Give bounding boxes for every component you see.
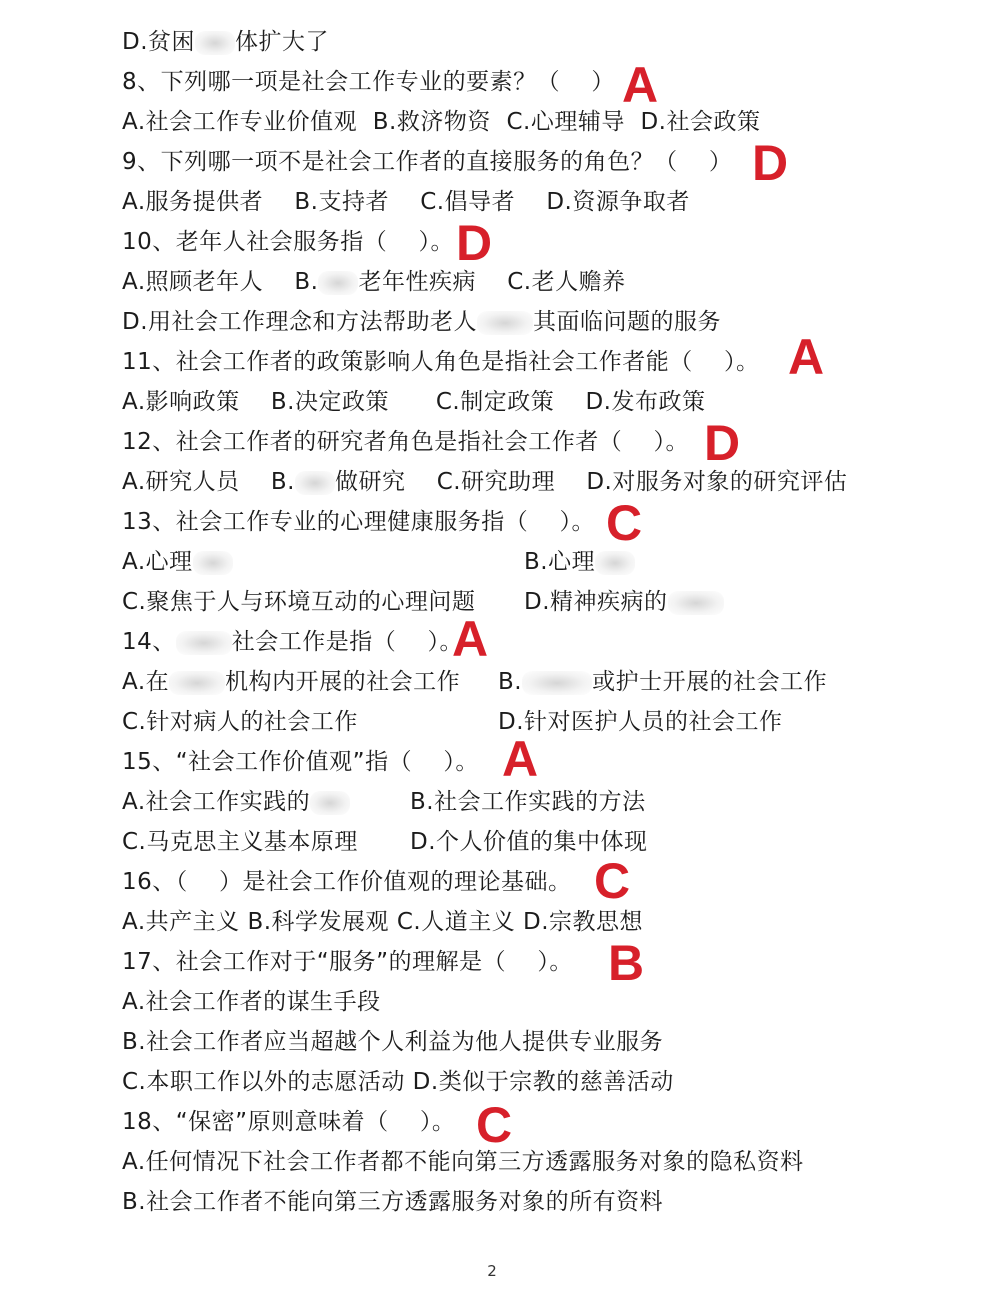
redacted-blur [169,671,225,695]
text-fragment: A.研究人员 B. [122,469,295,495]
redacted-blur [595,551,635,575]
text-fragment: 体扩大了 [235,29,330,55]
question-13-option-a [122,545,233,579]
question-15: 15、“社会工作价值观”指（ ）。 [122,749,479,775]
question-9: 9、下列哪一项不是社会工作者的直接服务的角色？（ ） [122,149,733,175]
redacted-blur [176,631,232,655]
question-13-option-d [524,585,724,619]
text-fragment: 其面临问题的服务 [533,309,722,335]
answer-mark-q17: B [608,935,645,991]
text-fragment: 做研究 C.研究助理 D.对服务对象的研究评估 [334,469,848,495]
text-fragment: A.照顾老年人 B. [122,269,319,295]
question-16-options: A.共产主义 B.科学发展观 C.人道主义 D.宗教思想 [122,909,644,935]
question-12: 12、社会工作者的研究者角色是指社会工作者（ ）。 [122,429,690,455]
question-11: 11、社会工作者的政策影响人角色是指社会工作者能（ ）。 [122,349,760,375]
question-8: 8、下列哪一项是社会工作专业的要素？（ ） [122,69,615,95]
question-15-option-d: D.个人价值的集中体现 [410,829,648,855]
question-17-options-cd: C.本职工作以外的志愿活动 D.类似于宗教的慈善活动 [122,1069,674,1095]
answer-mark-q15: A [502,731,539,787]
question-18-option-b: B.社会工作者不能向第三方透露服务对象的所有资料 [122,1189,664,1215]
redacted-blur [310,791,350,815]
question-15-option-b: B.社会工作实践的方法 [410,789,646,815]
answer-mark-q9: D [752,135,789,191]
question-14-option-a [122,665,460,699]
question-11-options: A.影响政策 B.决定政策 C.制定政策 D.发布政策 [122,389,706,415]
question-18: 18、“保密”原则意味着（ ）。 [122,1109,456,1135]
answer-mark-q12: D [704,415,741,471]
question-12-options [122,465,847,499]
text-fragment: A.心理 [122,549,193,575]
option-line [122,25,329,59]
text-fragment: 或护士开展的社会工作 [592,669,828,695]
redacted-blur [295,471,335,495]
text-fragment: D.用社会工作理念和方法帮助老人 [122,309,478,335]
answer-mark-q11: A [788,329,825,385]
question-14-option-d: D.针对医护人员的社会工作 [498,709,783,735]
question-17-option-a: A.社会工作者的谋生手段 [122,989,381,1015]
question-13-option-b [524,545,635,579]
text-fragment: 社会工作是指（ ）。 [231,629,464,655]
text-fragment: D.精神疾病的 [524,589,668,615]
question-10: 10、老年人社会服务指（ ）。 [122,229,455,255]
redacted-blur [668,591,724,615]
question-14-option-b [498,665,827,699]
question-15-option-c: C.马克思主义基本原理 [122,829,358,855]
question-13: 13、社会工作专业的心理健康服务指（ ）。 [122,509,596,535]
text-fragment: A.社会工作实践的 [122,789,311,815]
question-14-option-c: C.针对病人的社会工作 [122,709,358,735]
text-fragment: B. [498,669,523,695]
answer-mark-q18: C [476,1097,513,1153]
answer-mark-q16: C [594,853,631,909]
question-10-options [122,265,626,299]
question-17: 17、社会工作对于“服务”的理解是（ ）。 [122,949,573,975]
redacted-blur [522,671,592,695]
question-8-options: A.社会工作专业价值观 B.救济物资 C.心理辅导 D.社会政策 [122,109,761,135]
redacted-blur [193,551,233,575]
question-14 [122,625,463,659]
question-17-option-b: B.社会工作者应当超越个人利益为他人提供专业服务 [122,1029,664,1055]
question-9-options: A.服务提供者 B.支持者 C.倡导者 D.资源争取者 [122,189,690,215]
redacted-blur [318,271,358,295]
text-fragment: 14、 [122,629,176,655]
answer-mark-q13: C [606,495,643,551]
question-16: 16、（ ）是社会工作价值观的理论基础。 [122,869,572,895]
question-13-option-c: C.聚焦于人与环境互动的心理问题 [122,589,476,615]
question-18-option-a: A.任何情况下社会工作者都不能向第三方透露服务对象的隐私资料 [122,1149,804,1175]
redacted-blur [195,31,235,55]
answer-mark-q10: D [456,215,493,271]
text-fragment: 老年性疾病 C.老人赡养 [358,269,626,295]
text-fragment: B.心理 [524,549,596,575]
text-fragment: D.贫困 [122,29,196,55]
text-fragment: 机构内开展的社会工作 [225,669,461,695]
answer-mark-q14: A [452,611,489,667]
redacted-blur [477,311,533,335]
text-fragment: A.在 [122,669,170,695]
answer-mark-q8: A [622,57,659,113]
question-10-option-d [122,305,721,339]
question-15-option-a [122,785,350,819]
page-number: 2 [487,1262,497,1280]
